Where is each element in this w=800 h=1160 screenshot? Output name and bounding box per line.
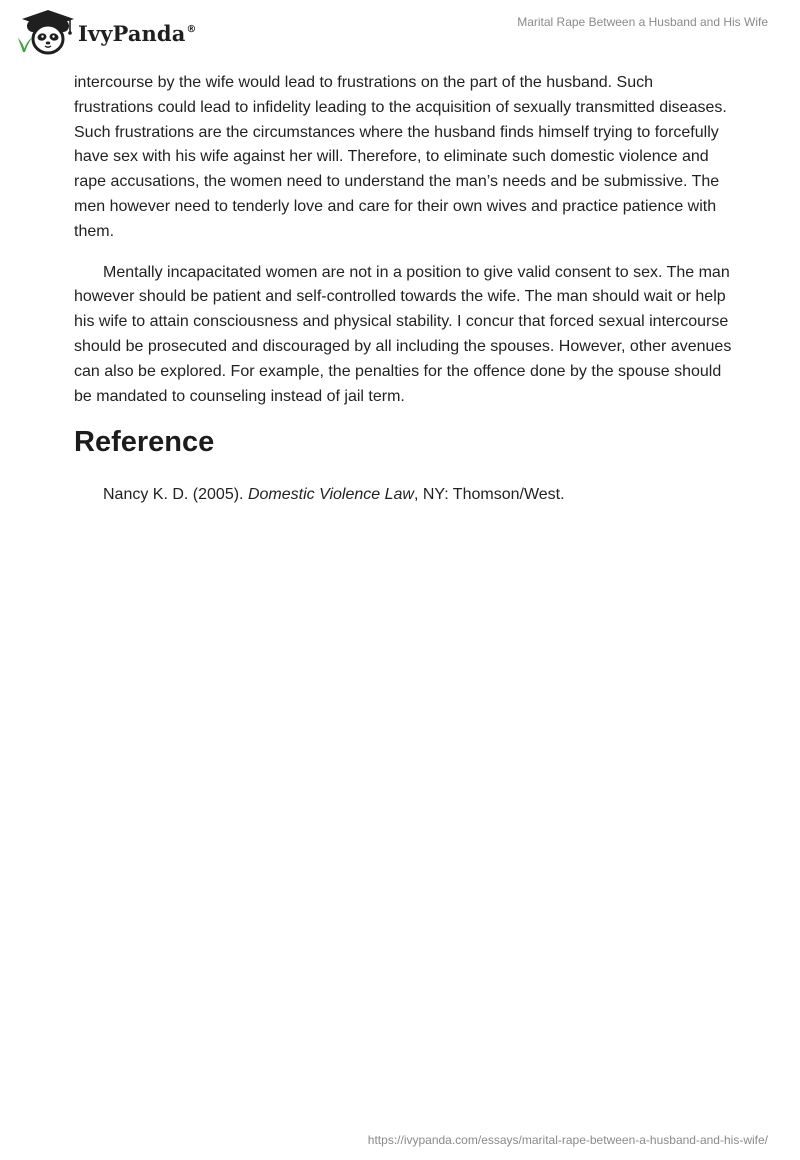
- reference-title: Domestic Violence Law: [247, 486, 414, 504]
- brand-name: IvyPanda®: [78, 20, 197, 46]
- essay-content: [74, 71, 734, 507]
- reference-author-year: Nancy K. D. (2005).: [103, 486, 248, 504]
- reference-entry: [74, 483, 734, 507]
- reference-heading: Reference: [74, 426, 215, 459]
- ivypanda-logo[interactable]: [14, 8, 197, 56]
- registered-mark: ®: [186, 23, 197, 35]
- reference-publisher: , NY: Thomson/West.: [413, 486, 565, 504]
- panda-graduate-icon: [14, 8, 76, 56]
- document-title: Marital Rape Between a Husband and His Wife: [517, 15, 768, 29]
- source-url[interactable]: https://ivypanda.com/essays/marital-rape-between-a-husband-and-his-wife/: [367, 1133, 768, 1147]
- body-paragraph: intercourse by the wife would lead to frustrations on the part of the husband. Such frustrations could lead to infidelity leading to the acquisition of sexually transmitted diseases. Such frustrations are the circumstances where the husband finds himself trying to forcefully have sex with his wife against her will. Therefore, to eliminate such domestic violence and rape accusations, the women need to understand the man’s needs and be submissive. The men however need to tenderly love and care for their own wives and practice patience with them.: [74, 74, 727, 240]
- page-header: [0, 0, 800, 64]
- body-paragraph: Mentally incapacitated women are not in a position to give valid consent to sex. The man however should be patient and self-controlled towards the wife. The man should wait or help his wife to attain consciousness and physical stability. I concur that forced sexual intercourse should be prosecuted and discouraged by all including the spouses. However, other avenues can also be explored. For example, the penalties for the offence done by the spouse should be mandated to counseling instead of jail term.: [74, 263, 732, 405]
